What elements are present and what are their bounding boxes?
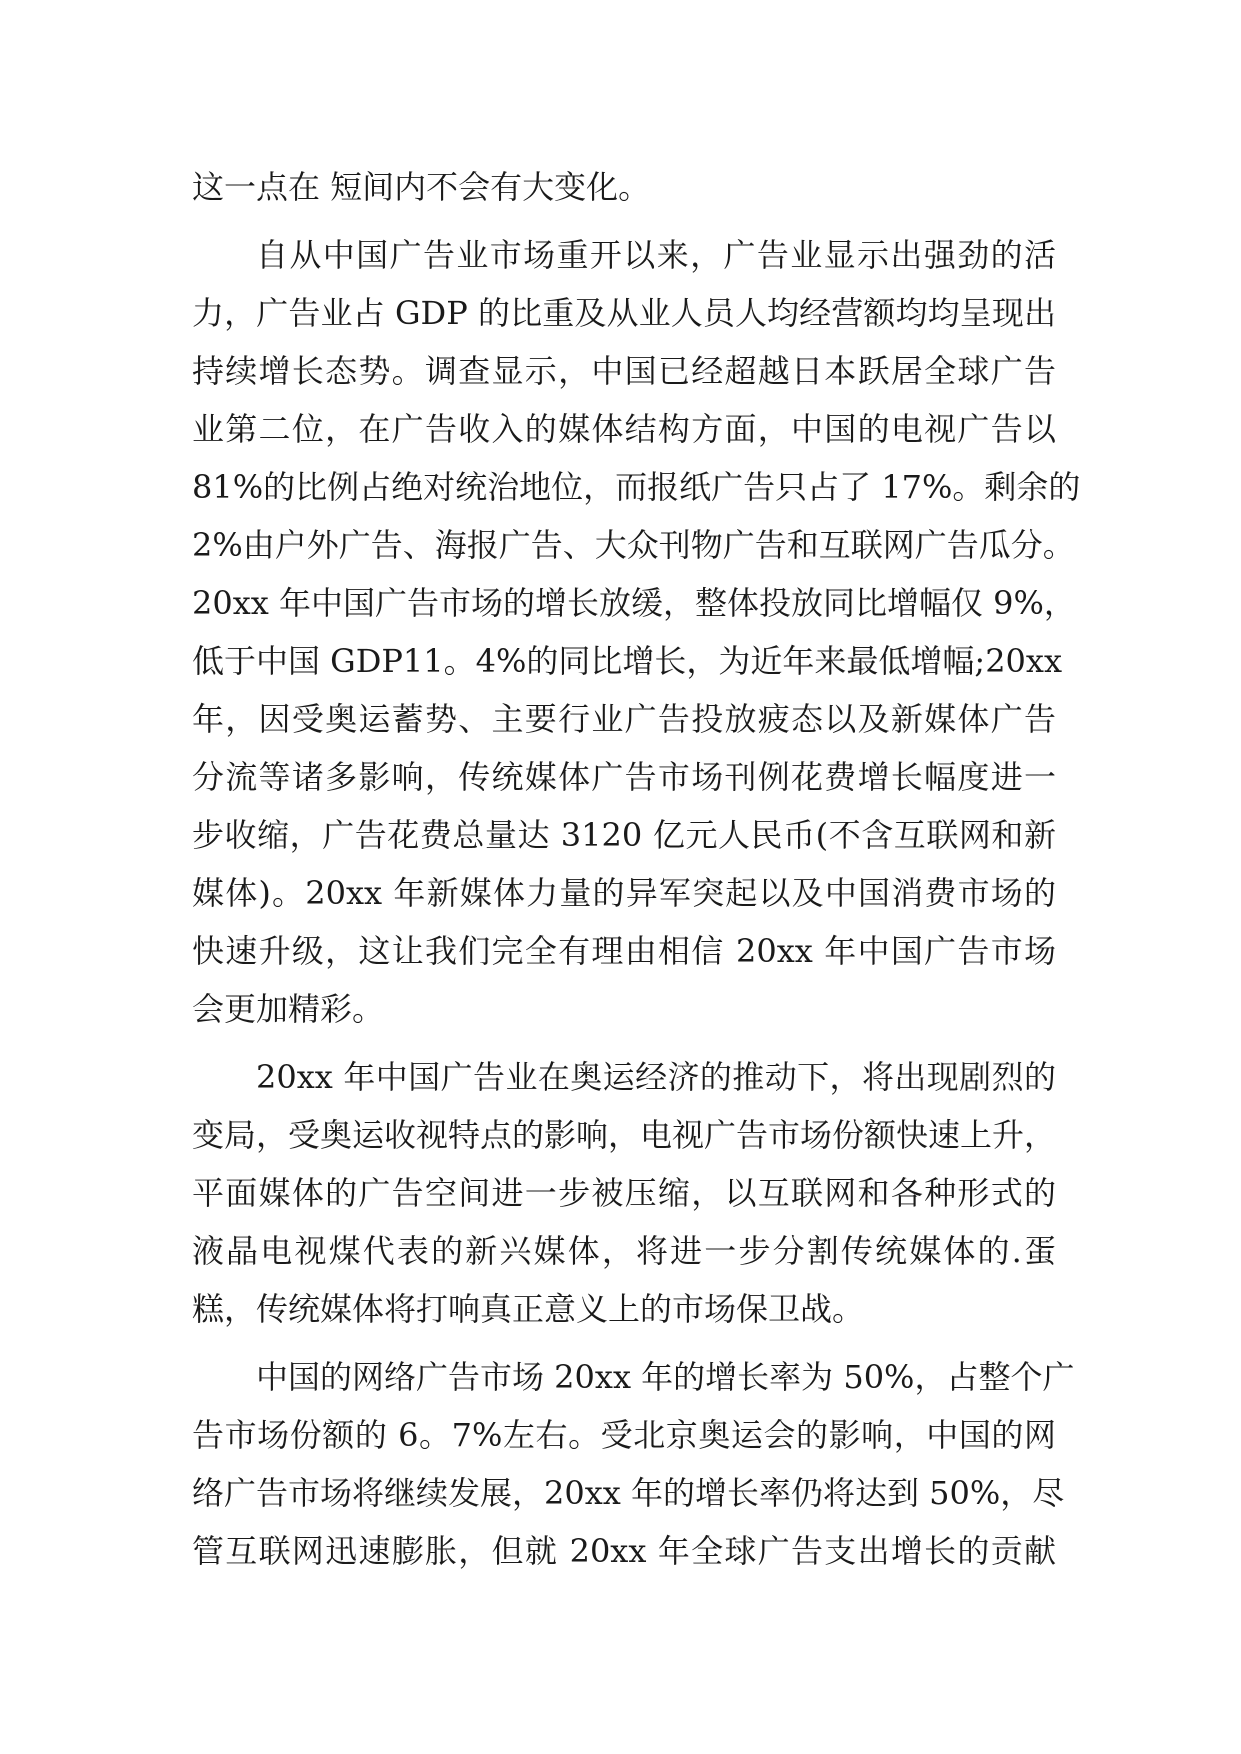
body-text: [192, 158, 1081, 1580]
text-line: 告市场份额的 6。7%左右。受北京奥运会的影响，中国的网: [192, 1416, 1056, 1454]
paragraph-4: [192, 1348, 1075, 1580]
text-line: 力，广告业占 GDP 的比重及从业人员人均经营额均均呈现出: [192, 294, 1056, 332]
text-line: 年，因受奥运蓄势、主要行业广告投放疲态以及新媒体广告: [192, 700, 1056, 738]
text-line: 20xx 年中国广告市场的增长放缓，整体投放同比增幅仅 9%，: [192, 584, 1076, 622]
text-line: 液晶电视煤代表的新兴媒体，将进一步分割传统媒体的.蛋: [192, 1232, 1056, 1270]
paragraph-1: [192, 158, 1056, 216]
paragraph-2: [192, 226, 1081, 1038]
text-line: 变局，受奥运收视特点的影响，电视广告市场份额快速上升，: [192, 1116, 1057, 1154]
paragraph-3: [192, 1048, 1056, 1338]
text-line: 自从中国广告业市场重开以来，广告业显示出强劲的活: [256, 236, 1056, 274]
text-line: 持续增长态势。调查显示，中国已经超越日本跃居全球广告: [192, 352, 1056, 390]
text-line: 平面媒体的广告空间进一步被压缩，以互联网和各种形式的: [192, 1174, 1056, 1212]
text-line: 步收缩，广告花费总量达 3120 亿元人民币(不含互联网和新: [192, 816, 1056, 854]
text-line: 20xx 年中国广告业在奥运经济的推动下，将出现剧烈的: [256, 1058, 1056, 1096]
text-line: 这一点在 短间内不会有大变化。: [192, 168, 651, 206]
text-line: 业第二位，在广告收入的媒体结构方面，中国的电视广告以: [192, 410, 1056, 448]
text-line: 络广告市场将继续发展，20xx 年的增长率仍将达到 50%，尽: [192, 1474, 1065, 1512]
text-line: 快速升级，这让我们完全有理由相信 20xx 年中国广告市场: [192, 932, 1056, 970]
text-line: 管互联网迅速膨胀，但就 20xx 年全球广告支出增长的贡献: [192, 1532, 1056, 1570]
text-line: 分流等诸多影响，传统媒体广告市场刊例花费增长幅度进一: [192, 758, 1056, 796]
text-line: 2%由户外广告、海报广告、大众刊物广告和互联网广告瓜分。: [192, 526, 1075, 564]
text-line: 中国的网络广告市场 20xx 年的增长率为 50%，占整个广: [256, 1358, 1075, 1396]
text-line: 会更加精彩。: [192, 990, 385, 1028]
text-line: 低于中国 GDP11。4%的同比增长，为近年来最低增幅;20xx: [192, 642, 1063, 680]
text-line: 媒体)。20xx 年新媒体力量的异军突起以及中国消费市场的: [192, 874, 1056, 912]
text-line: 81%的比例占绝对统治地位，而报纸广告只占了 17%。剩余的: [192, 468, 1081, 506]
text-line: 糕，传统媒体将打响真正意义上的市场保卫战。: [192, 1290, 865, 1328]
